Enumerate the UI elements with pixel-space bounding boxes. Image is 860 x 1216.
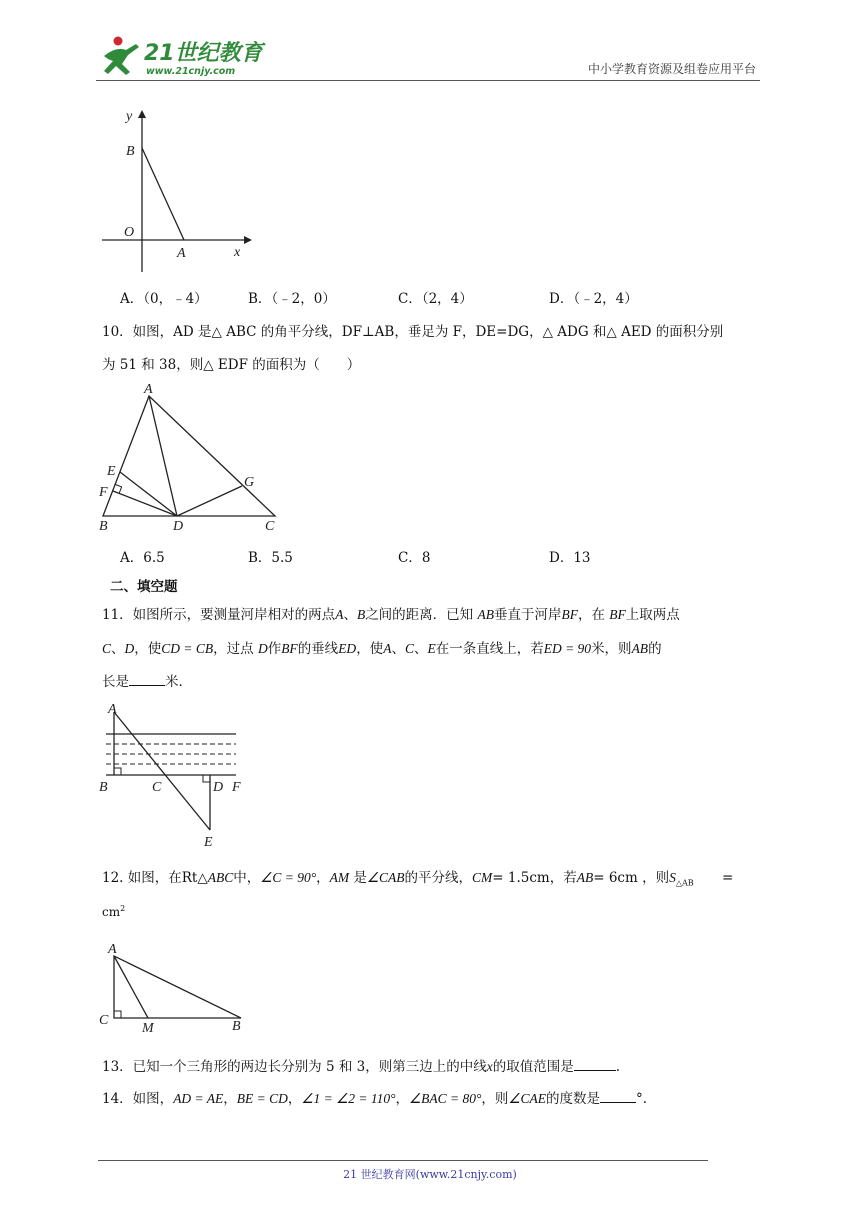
figure-q10-triangle: [94, 380, 294, 535]
label-E: E: [204, 835, 213, 850]
label-C: C: [152, 780, 162, 795]
q9-option-a: A．（0，﹣4）: [120, 291, 208, 307]
q11-text-line1: 11．如图所示，要测量河岸相对的两点A、B之间的距离．已知 AB垂直于河岸BF，在 BF上取两点: [102, 607, 680, 623]
q10-option-a: A．6.5: [120, 550, 165, 566]
label-B: B: [99, 780, 108, 795]
q12-unit: $cm^2$: [102, 904, 126, 919]
answer-blank: [574, 1058, 616, 1071]
q9-option-b: B．（﹣2，0）: [248, 291, 336, 307]
label-x: x: [234, 245, 241, 260]
header-rule: [96, 80, 760, 81]
label-B: B: [99, 519, 108, 534]
footer-text: 21 世纪教育网(www.21cnjy.com): [343, 1168, 517, 1181]
q10-option-d: D．13: [549, 550, 591, 566]
q11-text-line3: 长是 米．: [102, 674, 192, 690]
label-y: y: [126, 109, 133, 124]
label-C: C: [265, 519, 275, 534]
label-B: B: [126, 144, 135, 159]
q10-text-line2: 为 51 和 38，则△ EDF 的面积为（ ）: [102, 357, 361, 373]
label-O: O: [124, 225, 135, 240]
label-D: D: [213, 780, 224, 795]
answer-blank: [129, 673, 165, 686]
logo-url: www.21cnjy.com: [146, 66, 236, 77]
label-F: F: [99, 485, 108, 500]
label-A: A: [177, 246, 186, 261]
label-M: M: [142, 1021, 154, 1034]
section-heading-fill-in: 二、填空题: [110, 579, 178, 595]
label-B: B: [232, 1019, 241, 1034]
runner-logo-icon: [104, 37, 139, 76]
label-E: E: [107, 464, 116, 479]
footer-rule: [98, 1160, 708, 1161]
q10-option-c: C．8: [398, 550, 431, 566]
answer-blank: [600, 1090, 636, 1103]
figure-q9-axes: [98, 100, 258, 275]
q9-option-c: C．（2，4）: [398, 291, 473, 307]
q13-text: 13．已知一个三角形的两边长分别为 5 和 3，则第三边上的中线x的取值范围是 .: [102, 1059, 621, 1075]
label-G: G: [244, 475, 255, 490]
figure-q12-right-triangle: [96, 940, 251, 1034]
site-logo: [96, 34, 266, 80]
label-A: A: [108, 702, 117, 717]
q12-text-line1: 12. 如图，在Rt△ABC中，∠C = 90°，AM 是∠CAB的平分线，CM= 1.5cm，若AB= 6cm ，则$S_{\triangle AB}$ =: [102, 870, 734, 888]
label-A: A: [108, 942, 117, 957]
label-C: C: [99, 1013, 109, 1028]
q14-text: 14．如图，AD = AE，BE = CD，∠1 = ∠2 = 110°，∠BAC = 80°，则∠CAE的度数是 °.: [102, 1091, 647, 1107]
q10-option-b: B．5.5: [248, 550, 293, 566]
header-tagline: 中小学教育资源及组卷应用平台: [587, 62, 756, 76]
q9-option-d: D．（﹣2，4）: [549, 291, 638, 307]
q11-text-line2: C、D，使CD = CB，过点 D作BF的垂线ED，使A、C、E在一条直线上，若ED = 90米，则AB的: [102, 641, 662, 657]
label-F: F: [232, 780, 241, 795]
label-D: D: [173, 519, 184, 534]
figure-q11-river: [96, 700, 246, 852]
q10-text-line1: 10．如图，AD 是△ ABC 的角平分线，DF⊥AB，垂足为 F，DE=DG，△ ADG 和△ AED 的面积分别: [102, 324, 724, 340]
logo-text: 21世纪教育: [144, 41, 263, 66]
label-A: A: [144, 382, 153, 397]
